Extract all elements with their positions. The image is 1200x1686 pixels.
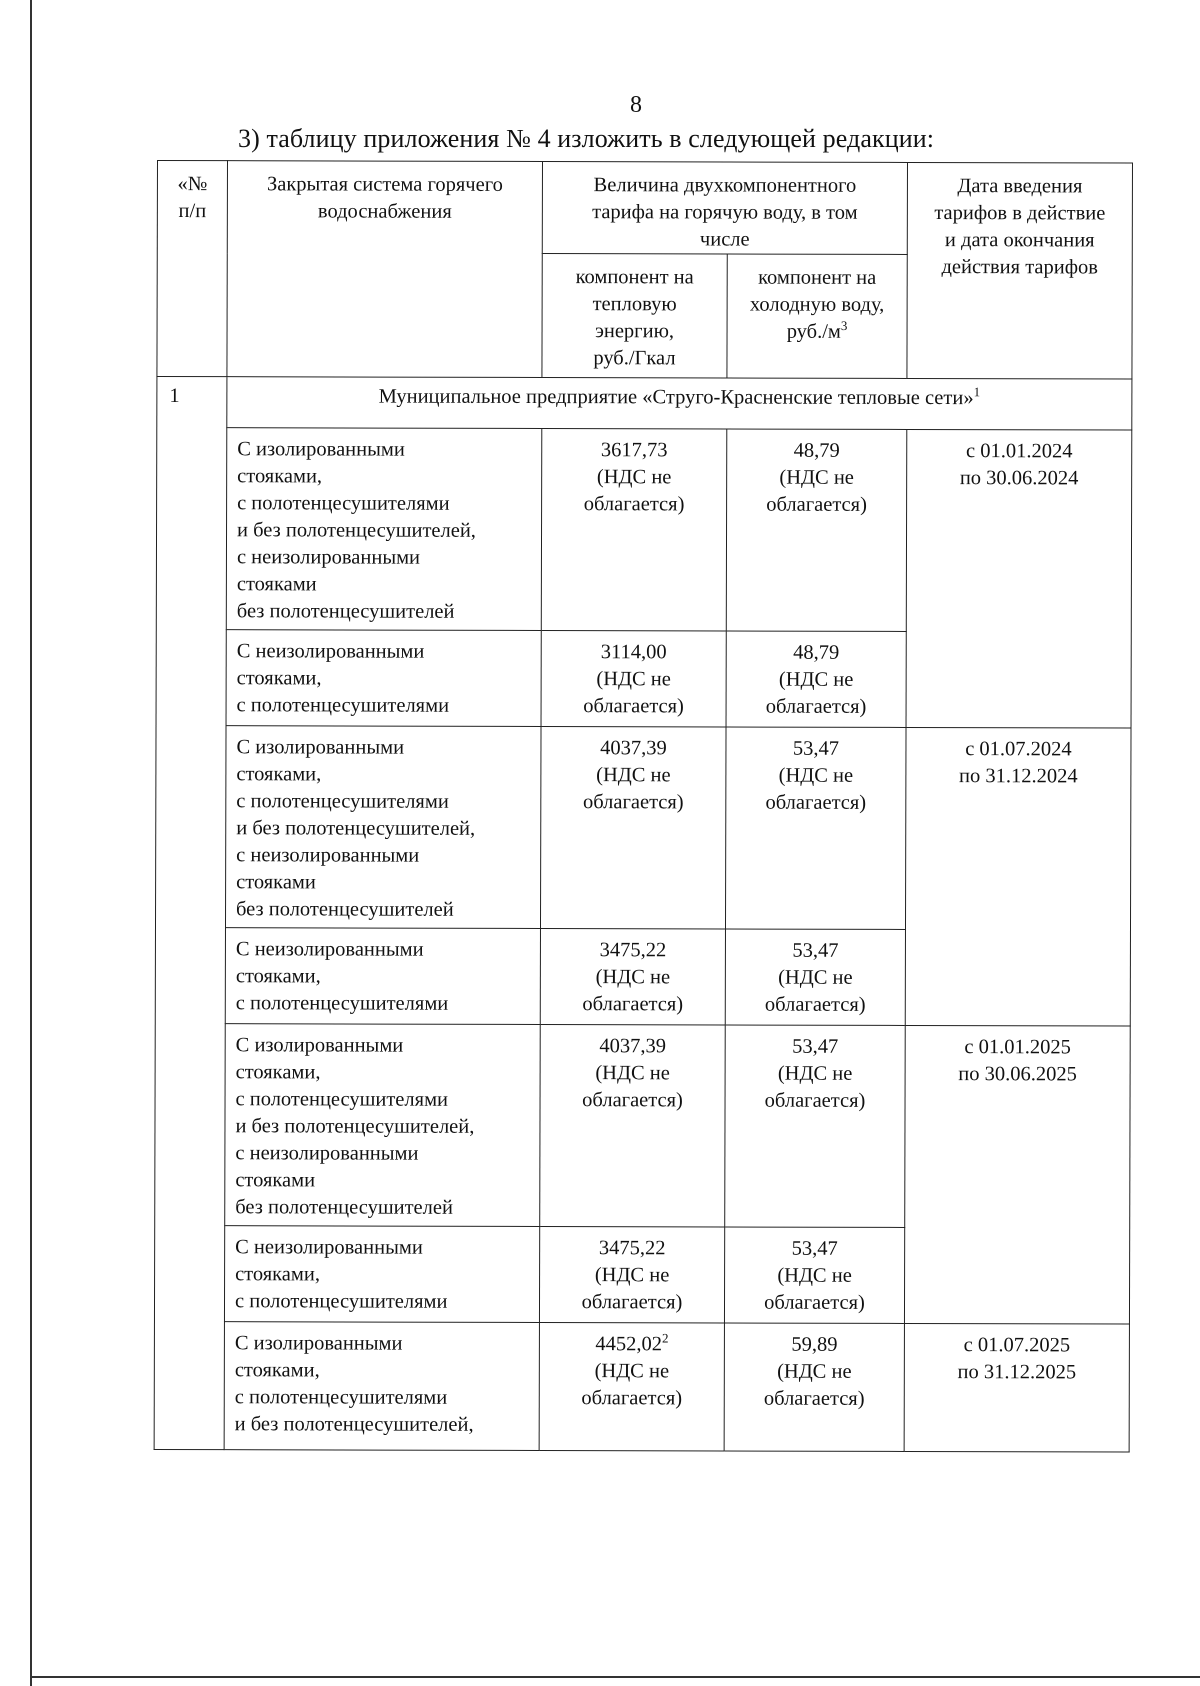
text-line: без полотенцесушителей [235, 1196, 453, 1219]
system-description [226, 630, 541, 727]
system-description [225, 1024, 541, 1227]
text-line: С неизолированными [235, 1236, 423, 1259]
validity-period [904, 1025, 1130, 1324]
text-line: облагается) [766, 493, 867, 516]
system-description [225, 726, 541, 929]
heat-component-value [539, 1323, 724, 1451]
text-line: по 31.12.2025 [957, 1361, 1077, 1384]
text-line: С изолированными [234, 1332, 403, 1355]
page-number: 8 [630, 92, 642, 118]
text-line: тарифов в действие [934, 202, 1106, 225]
text-line: облагается) [763, 1387, 865, 1410]
text-line: С неизолированными [235, 938, 424, 961]
system-description [224, 1226, 539, 1323]
text-line: стояками, [236, 763, 322, 786]
text-line: (НДС не [778, 966, 853, 989]
text-line: облагается) [582, 993, 684, 1016]
section-heading: 3) таблицу приложения № 4 изложить в следующей редакции: [238, 124, 935, 153]
text-line: с полотенцесушителями [236, 694, 450, 717]
text-line: 53,47 [792, 737, 840, 760]
text-line: стояками, [235, 1263, 321, 1286]
page-border-bottom [30, 1676, 1200, 1678]
cold-component-value [725, 929, 905, 1025]
text-line: стояками [236, 871, 316, 894]
text-line: тепловую [592, 293, 677, 316]
header-tariff [542, 162, 907, 255]
text-line: (НДС не [595, 1062, 670, 1085]
text-line: с 01.07.2024 [965, 738, 1072, 761]
text-line: и без полотенцесушителей, [237, 519, 476, 542]
text-line: 2 [661, 1330, 669, 1346]
text-line: стояками, [237, 465, 323, 488]
text-line: и без полотенцесушителей, [235, 1115, 475, 1138]
text-line: (НДС не [778, 668, 854, 691]
text-line: с полотенцесушителями [235, 1088, 449, 1111]
text-line: тарифа на горячую воду, в том [592, 201, 858, 224]
cold-component-value [725, 1025, 906, 1227]
header-dates [907, 162, 1133, 379]
header-number [157, 161, 228, 377]
text-line: (НДС не [596, 764, 671, 787]
text-line: 3 [840, 317, 848, 333]
text-line: с 01.01.2024 [965, 440, 1073, 463]
text-line: (НДС не [778, 764, 854, 787]
text-line: и дата окончания [944, 229, 1095, 252]
text-line: холодную воду, [749, 293, 885, 316]
organization-name [227, 377, 1132, 430]
text-line: Дата введения [957, 175, 1083, 198]
text-line: (НДС не [596, 668, 671, 691]
cold-component-value [725, 727, 906, 929]
text-line: стояками [235, 1169, 316, 1192]
text-line: по 31.12.2024 [959, 765, 1078, 788]
text-line: 48,79 [793, 641, 840, 664]
text-line: без полотенцесушителей [236, 898, 454, 921]
text-line: 48,79 [793, 439, 840, 462]
text-line: руб./Гкал [593, 347, 676, 370]
text-line: (НДС не [594, 1264, 670, 1287]
header-cold-component [727, 254, 907, 378]
text-line: 4037,39 [599, 1035, 667, 1058]
text-line: (НДС не [596, 466, 672, 489]
text-line: С изолированными [236, 736, 405, 759]
text-line: С изолированными [237, 438, 405, 461]
text-line: 53,47 [791, 1237, 838, 1260]
heat-component-value [541, 429, 727, 631]
text-line: облагается) [765, 791, 867, 814]
text-line: с полотенцесушителями [236, 790, 449, 813]
text-line: действия тарифов [941, 256, 1099, 279]
header-heat-component [542, 254, 727, 378]
text-line: компонент на [758, 266, 877, 289]
heat-component-value [541, 631, 726, 727]
system-description [224, 1322, 539, 1451]
validity-period [906, 429, 1132, 728]
text-line: 3475,22 [599, 939, 667, 962]
text-line: облагается) [764, 1089, 866, 1112]
cold-component-value [726, 631, 906, 727]
text-line: компонент на [575, 266, 694, 289]
tariff-table-container [154, 160, 1132, 1453]
text-line: (НДС не [777, 1360, 852, 1383]
text-line: облагается) [764, 1291, 865, 1314]
heat-component-value [540, 929, 725, 1025]
text-line: 53,47 [792, 1035, 839, 1058]
text-line: энергию, [595, 320, 675, 343]
text-line: (НДС не [594, 1360, 670, 1383]
cold-component-value [724, 1323, 904, 1451]
page-border-left [30, 0, 32, 1686]
text-line: с 01.01.2025 [964, 1036, 1071, 1059]
text-line: 3114,00 [600, 641, 667, 664]
text-line: 1 [973, 384, 981, 400]
text-line: с неизолированными [235, 1142, 419, 1165]
text-line: и без полотенцесушителей, [234, 1413, 474, 1436]
text-line: 4452,02 [595, 1333, 662, 1356]
text-line: руб./м [786, 320, 841, 343]
text-line: 3617,73 [600, 439, 668, 462]
heat-component-value [540, 1025, 726, 1227]
cold-component-value [724, 1227, 904, 1323]
text-line: стояками, [235, 965, 321, 988]
text-line: (НДС не [779, 466, 854, 489]
tariff-table [154, 160, 1133, 1453]
text-line: облагается) [582, 1089, 683, 1112]
text-line: числе [699, 228, 750, 251]
text-line: водоснабжения [317, 200, 452, 223]
text-line: 3475,22 [598, 1237, 666, 1260]
text-line: облагается) [582, 791, 684, 814]
text-line: Муниципальное предприятие «Струго-Красненские тепловые сети» [378, 385, 974, 410]
system-description [225, 928, 540, 1025]
text-line: (НДС не [595, 966, 671, 989]
cold-component-value [726, 429, 907, 631]
text-line: с неизолированными [236, 546, 421, 569]
text-line: облагается) [581, 1387, 683, 1410]
text-line: с полотенцесушителями [234, 1290, 448, 1313]
text-line: по 30.06.2024 [959, 467, 1079, 490]
text-line: облагается) [764, 993, 866, 1016]
text-line: п/п [178, 200, 207, 223]
text-line: с неизолированными [236, 844, 420, 867]
header-system [227, 161, 543, 378]
text-line: С изолированными [235, 1034, 404, 1057]
text-line: без полотенцесушителей [236, 600, 455, 623]
text-line: Закрытая система горячего [266, 173, 503, 196]
text-line: облагается) [583, 493, 685, 516]
text-line: стояками, [234, 1359, 320, 1382]
system-description [226, 428, 542, 631]
heat-component-value [539, 1227, 724, 1323]
validity-period [905, 727, 1131, 1026]
text-line: 53,47 [792, 939, 839, 962]
row-number: 1 [154, 377, 227, 1450]
text-line: с полотенцесушителями [237, 492, 450, 515]
text-line: с 01.07.2025 [963, 1334, 1071, 1357]
text-line: (НДС не [777, 1062, 853, 1085]
text-line: стояками, [235, 1061, 321, 1084]
text-line: С неизолированными [236, 640, 425, 663]
text-line: по 30.06.2025 [958, 1063, 1077, 1086]
validity-period [904, 1323, 1129, 1452]
text-line: 4037,39 [600, 737, 667, 760]
text-line: Величина двухкомпонентного [593, 174, 857, 197]
text-line: облагается) [581, 1291, 683, 1314]
text-line: стояками [236, 573, 317, 596]
text-line: с полотенцесушителями [234, 1386, 448, 1409]
heat-component-value [540, 727, 726, 929]
text-line: стояками, [236, 667, 322, 690]
text-line: 59,89 [791, 1333, 838, 1356]
text-line: «№ [177, 173, 208, 196]
text-line: с полотенцесушителями [235, 992, 449, 1015]
text-line: и без полотенцесушителей, [236, 817, 476, 840]
text-line: (НДС не [777, 1264, 852, 1287]
text-line: облагается) [583, 695, 684, 718]
text-line: облагается) [765, 695, 867, 718]
